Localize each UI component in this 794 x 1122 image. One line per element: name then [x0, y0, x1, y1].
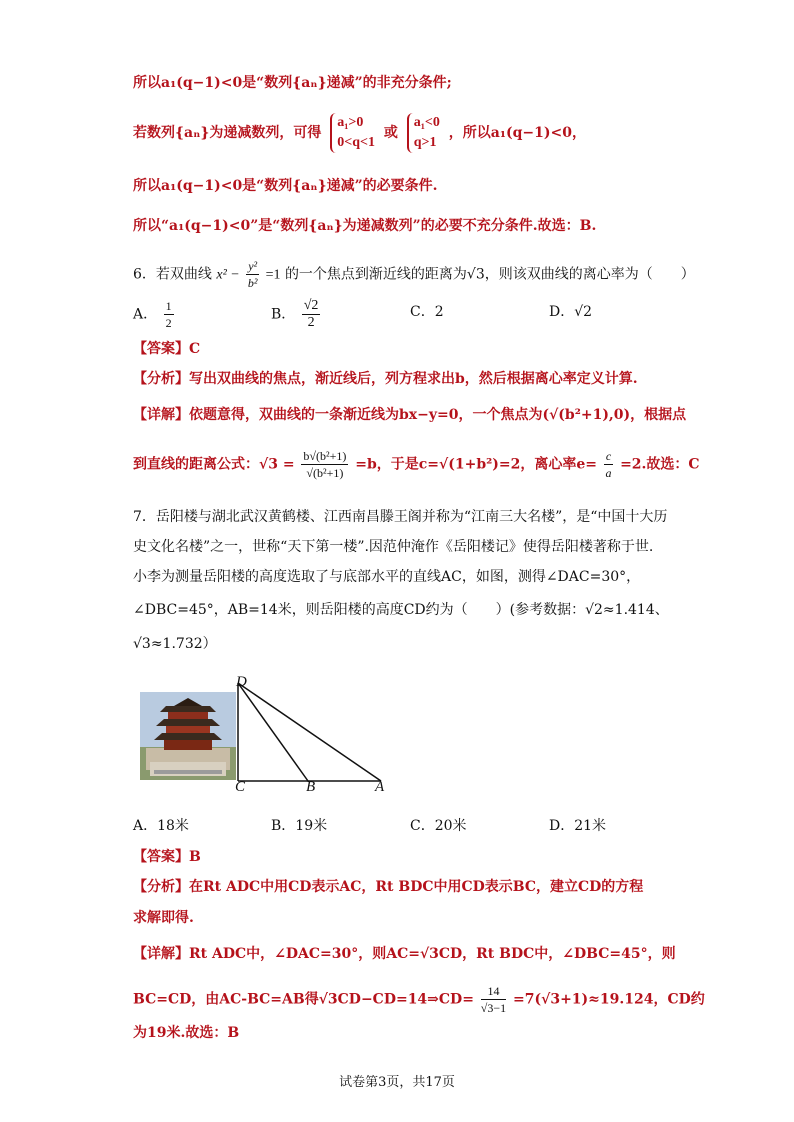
q7-answer: 【答案】B	[133, 849, 201, 865]
q7-detail-line1: 【详解】Rt ADC中，∠DAC=30°，则AC=√3CD，Rt BDC中，∠DBC=45°，则	[133, 946, 676, 962]
q7-detail2-fraction	[481, 983, 506, 1016]
segment-da	[238, 683, 381, 781]
q6-detail2-fnum: c	[605, 449, 612, 463]
q6-stem-post: 的一个焦点到渐近线的距离为√3，则该双曲线的离心率为（ ）	[284, 266, 695, 283]
q6-detail2-den: √(b²+1)	[306, 466, 344, 480]
q6-option-d: D．√2	[549, 304, 593, 320]
q6-option-a-num: 1	[165, 299, 172, 313]
q6-eq-post: =1	[265, 267, 281, 283]
q6-detail2-pre: 到直线的距离公式：√3 =	[133, 456, 295, 473]
q6-eq-fraction	[246, 258, 259, 291]
q6-detail2-fraction	[301, 448, 348, 481]
q6-eq-den: b²	[247, 276, 258, 290]
q6-option-a-den: 2	[165, 316, 172, 330]
triangle-figure	[236, 680, 386, 785]
q5-system-1-row2: 0<q<1	[337, 135, 375, 150]
q7-detail2-num: 14	[481, 983, 506, 1000]
q5-system-2	[407, 113, 440, 153]
q7-detail2-pre: BC=CD，由AC-BC=AB得√3CD−CD=14⇒CD=	[133, 991, 474, 1008]
q6-answer: 【答案】C	[133, 341, 201, 357]
q6-option-b	[271, 298, 322, 331]
label-b: B	[306, 779, 316, 795]
q7-stem-line3: 小李为测量岳阳楼的高度选取了与底部水平的直线AC，如图，测得∠DAC=30°，	[133, 569, 641, 585]
q6-stem-pre: 6．若双曲线	[133, 266, 212, 283]
q5-line2	[133, 113, 586, 153]
q7-detail2-post: =7(√3+1)≈19.124，CD约	[513, 991, 705, 1008]
q6-option-c: C．2	[410, 304, 444, 320]
q7-stem-line5: √3≈1.732）	[133, 636, 217, 652]
page-footer: 试卷第3页，共17页	[339, 1075, 455, 1090]
q6-option-a-label: A．	[133, 306, 158, 323]
label-d: D	[236, 674, 247, 690]
q5-line4: 所以“a₁(q−1)<0”是“数列{aₙ}为递减数列”的必要不充分条件.故选：B.	[133, 218, 597, 234]
q5-line2-mid: 或	[383, 125, 398, 141]
q7-analysis-line1: 【分析】在Rt ADC中用CD表示AC，Rt BDC中用CD表示BC，建立CD的方程	[133, 879, 644, 895]
q7-option-b: B．19米	[271, 818, 328, 834]
q6-detail2-post: =2.故选：C	[620, 456, 700, 473]
q7-detail-line2	[133, 983, 705, 1016]
q7-detail2-den: √3−1	[480, 1001, 507, 1015]
q7-stem-line4: ∠DBC=45°，AB=14米，则岳阳楼的高度CD约为（ ）(参考数据：√2≈1.414、	[133, 602, 669, 618]
q6-eq-x: x² −	[216, 267, 240, 283]
q7-detail-line3: 为19米.故选：B	[133, 1025, 240, 1041]
q5-system-2-row1: a₁<0	[413, 115, 440, 130]
q6-option-b-num: √2	[303, 298, 319, 313]
q6-detail2-mid: =b，于是c=√(1+b²)=2，离心率e=	[355, 456, 597, 473]
yueyang-tower-photo	[140, 692, 236, 780]
q6-option-a-fraction	[164, 298, 174, 331]
q5-line3: 所以a₁(q−1)<0是“数列{aₙ}递减”的必要条件.	[133, 178, 438, 194]
q7-option-c: C．20米	[410, 818, 467, 834]
q6-detail2-fden: a	[605, 466, 612, 480]
label-c: C	[235, 779, 246, 795]
q6-option-b-fraction	[302, 298, 321, 331]
q6-option-b-den: 2	[307, 315, 315, 330]
q6-detail-line1: 【详解】依题意得，双曲线的一条渐近线为bx−y=0，一个焦点为(√(b²+1),0)，根据点	[133, 407, 687, 423]
q5-system-1	[330, 113, 375, 153]
q5-system-1-row1: a₁>0	[337, 115, 364, 130]
q5-line2-post: ，所以a₁(q−1)<0，	[448, 125, 586, 141]
q6-analysis: 【分析】写出双曲线的焦点，渐近线后，列方程求出b，然后根据离心率定义计算.	[133, 371, 638, 387]
q5-system-2-row2: q>1	[413, 135, 437, 150]
q6-option-b-label: B．	[271, 306, 296, 323]
q7-analysis-line2: 求解即得.	[133, 910, 194, 926]
segment-db	[238, 683, 308, 781]
q6-detail-line2	[133, 448, 700, 481]
q5-line2-pre: 若数列{aₙ}为递减数列，可得	[133, 125, 322, 141]
q6-option-a	[133, 298, 176, 331]
q6-detail2-num: b√(b²+1)	[303, 449, 347, 463]
q5-line1: 所以a₁(q−1)<0是“数列{aₙ}递减”的非充分条件;	[133, 75, 452, 91]
q6-stem	[133, 258, 695, 291]
q6-eccentricity-fraction	[604, 448, 613, 481]
q7-option-d: D．21米	[549, 818, 607, 834]
q7-stem-line1: 7．岳阳楼与湖北武汉黄鹤楼、江西南昌滕王阁并称为“江南三大名楼”，是“中国十大历	[133, 509, 668, 525]
q6-eq-num: y²	[248, 259, 258, 273]
q7-stem-line2: 史文化名楼”之一，世称“天下第一楼”.因范仲淹作《岳阳楼记》使得岳阳楼著称于世.	[133, 539, 654, 555]
label-a: A	[375, 779, 385, 795]
q7-option-a: A．18米	[133, 818, 189, 834]
